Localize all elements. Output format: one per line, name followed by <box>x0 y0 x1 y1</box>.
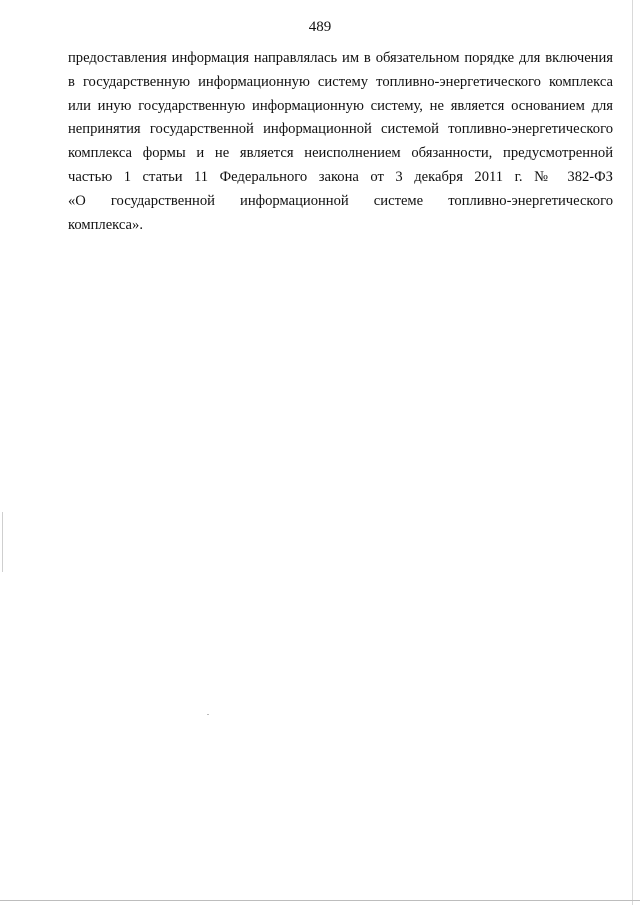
scan-bottom-edge <box>0 900 640 901</box>
paragraph-line: или иную государственную информационную систему, не является основанием для <box>68 97 613 114</box>
paragraph-line: комплекса». <box>68 216 143 233</box>
body-paragraph <box>68 47 613 237</box>
scan-artifact <box>207 714 209 715</box>
paragraph-line: «О государственной информационной системе топливно-энергетического <box>68 192 613 209</box>
paragraph-line: комплекса формы и не является неисполнением обязанности, предусмотренной <box>68 145 613 162</box>
scan-edge-left <box>2 512 3 572</box>
page-number: 489 <box>308 19 332 35</box>
scan-edge-right <box>632 0 633 905</box>
paragraph-line: в государственную информационную систему топливно-энергетического комплекса <box>68 73 613 90</box>
paragraph-line: частью 1 статьи 11 Федерального закона от 3 декабря 2011 г. № 382-ФЗ <box>68 168 613 185</box>
paragraph-line: непринятия государственной информационной системой топливно-энергетического <box>68 121 613 138</box>
paragraph-line: предоставления информация направлялась им в обязательном порядке для включения <box>68 50 613 66</box>
